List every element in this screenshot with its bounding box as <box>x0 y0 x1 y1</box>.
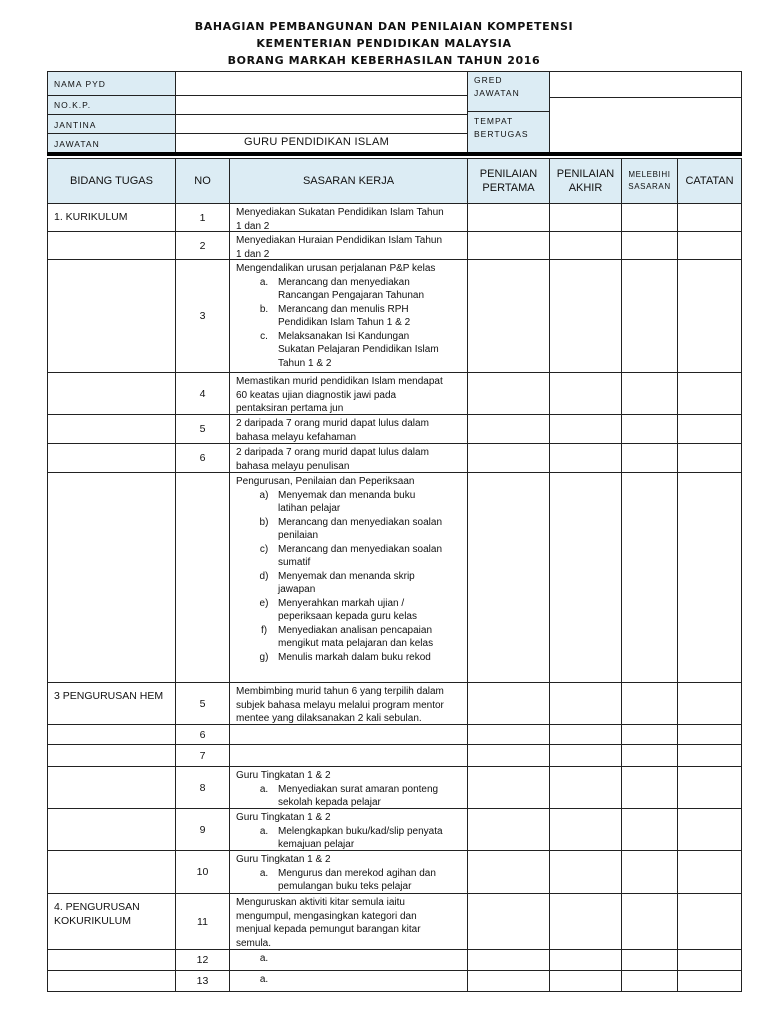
cell-melebihi[interactable] <box>621 850 678 894</box>
col-penilaian-akhir <box>549 158 622 204</box>
sub-item-marker: a. <box>259 825 269 837</box>
sasaran-line: 2 daripada 7 orang murid dapat lulus dalam <box>236 418 429 429</box>
sub-item-text <box>278 973 463 987</box>
cell-bidang <box>47 970 176 992</box>
sub-item <box>236 303 463 317</box>
cell-no <box>175 231 230 260</box>
row-number: 3 <box>199 310 206 322</box>
cell-bidang <box>47 372 176 415</box>
sub-item-text: mengikut mata pelajaran dan kelas <box>278 638 434 649</box>
cell-catatan[interactable] <box>677 259 742 373</box>
col-pertama-l2: PERTAMA <box>482 182 535 194</box>
sasaran-line: Menyediakan Huraian Pendidikan Islam Tahun <box>236 235 443 246</box>
sasaran-line: Mengendalikan urusan perjalanan P&P kelas <box>236 263 436 274</box>
cell-pertama[interactable] <box>467 970 550 992</box>
cell-akhir[interactable] <box>549 893 622 950</box>
sub-item-text: Menyediakan surat amaran ponteng <box>278 783 439 795</box>
cell-catatan[interactable] <box>677 949 742 971</box>
sub-item <box>236 289 463 303</box>
sub-item-text: Tahun 1 & 2 <box>278 357 332 369</box>
title-line-3: BORANG MARKAH KEBERHASILAN TAHUN 2016 <box>227 54 541 67</box>
col-sasaran-kerja: SASARAN KERJA <box>229 158 468 204</box>
sub-item <box>236 543 463 557</box>
row-number: 8 <box>199 781 206 794</box>
sasaran-line: Guru Tingkatan 1 & 2 <box>236 770 331 781</box>
sub-item <box>236 357 463 371</box>
sub-item-text: peperiksaan kepada guru kelas <box>278 611 417 622</box>
cell-pertama[interactable] <box>467 203 550 232</box>
sasaran-line: semula. <box>236 937 272 949</box>
sub-item-marker: b. <box>259 303 269 315</box>
sub-item <box>236 556 463 570</box>
sub-item-marker: a. <box>259 276 269 288</box>
cell-no <box>175 766 230 809</box>
cell-bidang <box>47 724 176 745</box>
sub-item-marker <box>236 529 278 543</box>
sub-item-marker: a) <box>259 489 269 501</box>
sub-item-text: Rancangan Pengajaran Tahunan <box>278 290 425 301</box>
field-jawatan[interactable]: GURU PENDIDIKAN ISLAM <box>175 133 468 153</box>
sub-item-marker: a. <box>259 783 269 795</box>
sub-item-marker <box>236 637 278 651</box>
cell-melebihi[interactable] <box>621 970 678 992</box>
sub-item <box>236 276 463 290</box>
sasaran-line: bahasa melayu penulisan <box>236 460 350 472</box>
sub-item-text: Menyediakan analisan pencapaian <box>278 624 433 636</box>
sub-item-text: Menyerahkan markah ujian / <box>278 597 405 609</box>
sub-item-marker: a. <box>259 867 269 879</box>
col-bidang-tugas: BIDANG TUGAS <box>47 158 176 204</box>
sub-item <box>236 570 463 584</box>
sub-item-text: sekolah kepada pelajar <box>278 797 381 808</box>
sub-item-marker: g) <box>259 651 269 663</box>
sub-item-text: Melaksanakan Isi Kandungan <box>278 330 410 342</box>
cell-melebihi[interactable] <box>621 231 678 260</box>
row-number: 5 <box>199 697 206 710</box>
sub-item <box>236 343 463 357</box>
sub-item-text: Menulis markah dalam buku rekod <box>278 651 431 663</box>
sub-item <box>236 610 463 624</box>
sub-item-text: Melengkapkan buku/kad/slip penyata <box>278 825 443 837</box>
cell-bidang <box>47 414 176 444</box>
sub-item-text: Menyemak dan menanda skrip <box>278 570 415 582</box>
sasaran-line: Guru Tingkatan 1 & 2 <box>236 812 331 823</box>
cell-bidang <box>47 850 176 894</box>
cell-no <box>175 808 230 851</box>
sub-item-marker: a. <box>259 974 269 985</box>
cell-catatan[interactable] <box>677 203 742 232</box>
cell-catatan[interactable] <box>677 808 742 851</box>
sasaran-line: menjual kepada pemungut barangan kitar <box>236 924 421 935</box>
sub-item <box>236 583 463 597</box>
row-number: 11 <box>197 915 208 928</box>
cell-catatan[interactable] <box>677 443 742 473</box>
cell-melebihi[interactable] <box>621 443 678 473</box>
sasaran-line: 1 dan 2 <box>236 248 270 260</box>
sub-item <box>236 502 463 516</box>
sub-item <box>236 316 463 330</box>
cell-sasaran <box>229 970 468 992</box>
sub-item-marker <box>236 880 278 894</box>
cell-no <box>175 259 230 373</box>
sub-item-text: pemulangan buku teks pelajar <box>278 881 412 892</box>
sasaran-line: mengumpul, mengasingkan kategori dan <box>236 910 417 922</box>
sub-item <box>236 867 463 881</box>
row-number: 13 <box>196 975 209 987</box>
cell-sasaran <box>229 682 468 725</box>
sasaran-line: subjek bahasa melayu melalui program mentor <box>236 699 444 711</box>
field-nokp[interactable] <box>175 95 468 115</box>
cell-catatan[interactable] <box>677 970 742 992</box>
cell-no <box>175 893 230 950</box>
cell-pertama[interactable] <box>467 744 550 767</box>
bidang-label: 1. KURIKULUM <box>54 211 128 223</box>
row-number: 6 <box>199 728 206 741</box>
row-number: 1 <box>199 211 206 224</box>
label-gred-jawatan <box>467 71 550 112</box>
sub-item-marker: b) <box>259 516 269 528</box>
sub-item-marker <box>236 502 278 516</box>
cell-no <box>175 744 230 767</box>
cell-akhir[interactable] <box>549 203 622 232</box>
cell-bidang <box>47 443 176 473</box>
cell-akhir[interactable] <box>549 808 622 851</box>
cell-sasaran <box>229 414 468 444</box>
cell-no <box>175 970 230 992</box>
gred-line-1: GRED <box>474 75 503 85</box>
label-tempat-bertugas <box>467 111 550 153</box>
sub-item-text: kemajuan pelajar <box>278 839 355 850</box>
cell-melebihi[interactable] <box>621 414 678 444</box>
col-akhir-l2: AKHIR <box>568 182 603 194</box>
cell-sasaran <box>229 203 468 232</box>
cell-melebihi[interactable] <box>621 259 678 373</box>
sub-item-text: latihan pelajar <box>278 503 341 514</box>
title-line-1: BAHAGIAN PEMBANGUNAN DAN PENILAIAN KOMPETENSI <box>194 20 574 33</box>
cell-melebihi[interactable] <box>621 893 678 950</box>
cell-catatan[interactable] <box>677 472 742 683</box>
cell-melebihi[interactable] <box>621 724 678 745</box>
label-jawatan: JAWATAN <box>47 133 176 153</box>
cell-melebihi[interactable] <box>621 949 678 971</box>
cell-bidang <box>47 766 176 809</box>
sub-item <box>236 637 463 651</box>
tempat-line-2: BERTUGAS <box>474 129 529 139</box>
row-number: 4 <box>199 387 206 400</box>
cell-no <box>175 850 230 894</box>
sub-item-marker: d) <box>259 570 269 582</box>
cell-pertama[interactable] <box>467 850 550 894</box>
cell-sasaran <box>229 850 468 894</box>
cell-akhir[interactable] <box>549 414 622 444</box>
cell-akhir[interactable] <box>549 949 622 971</box>
sub-item-text: Merancang dan menyediakan <box>278 276 410 288</box>
sub-item <box>236 597 463 611</box>
cell-akhir[interactable] <box>549 231 622 260</box>
cell-sasaran <box>229 259 468 373</box>
sub-item-text: Merancang dan menyediakan soalan <box>278 543 442 555</box>
col-pertama-l1: PENILAIAN <box>479 168 538 180</box>
sasaran-line: Memastikan murid pendidikan Islam mendapat <box>236 376 443 387</box>
col-melebihi-l1: MELEBIHI <box>628 170 671 179</box>
row-number: 6 <box>199 452 206 464</box>
sasaran-line: Pengurusan, Penilaian dan Peperiksaan <box>236 476 415 487</box>
sub-item-text: Sukatan Pelajaran Pendidikan Islam <box>278 344 439 355</box>
sub-item <box>236 952 463 966</box>
sub-item-marker: c) <box>259 543 269 555</box>
cell-pertama[interactable] <box>467 724 550 745</box>
cell-bidang <box>47 682 176 725</box>
cell-akhir[interactable] <box>549 724 622 745</box>
sub-item-text: sumatif <box>278 557 311 568</box>
sub-item-text: Pendidikan Islam Tahun 1 & 2 <box>278 317 411 328</box>
sub-item-text: Mengurus dan merekod agihan dan <box>278 867 436 879</box>
cell-pertama[interactable] <box>467 414 550 444</box>
cell-catatan[interactable] <box>677 372 742 415</box>
sasaran-line: mentee yang dilaksanakan 2 kali sebulan. <box>236 713 422 724</box>
field-tempat-bertugas[interactable] <box>549 97 742 153</box>
cell-no <box>175 682 230 725</box>
row-number: 5 <box>199 423 206 435</box>
sasaran-line: bahasa melayu kefahaman <box>236 431 357 443</box>
cell-sasaran <box>229 472 468 683</box>
sub-item <box>236 651 463 665</box>
cell-melebihi[interactable] <box>621 744 678 767</box>
cell-akhir[interactable] <box>549 766 622 809</box>
col-no: NO <box>175 158 230 204</box>
cell-pertama[interactable] <box>467 231 550 260</box>
cell-pertama[interactable] <box>467 372 550 415</box>
gred-line-2: JAWATAN <box>474 88 520 98</box>
label-nokp: NO.K.P. <box>47 95 176 115</box>
cell-bidang <box>47 472 176 683</box>
cell-bidang <box>47 949 176 971</box>
cell-akhir[interactable] <box>549 372 622 415</box>
cell-catatan[interactable] <box>677 766 742 809</box>
cell-catatan[interactable] <box>677 724 742 745</box>
sub-item-text: Menyemak dan menanda buku <box>278 489 416 501</box>
cell-melebihi[interactable] <box>621 372 678 415</box>
cell-sasaran <box>229 724 468 745</box>
row-number: 9 <box>199 823 206 836</box>
sub-item-marker <box>236 343 278 357</box>
cell-akhir[interactable] <box>549 970 622 992</box>
cell-melebihi[interactable] <box>621 682 678 725</box>
cell-pertama[interactable] <box>467 808 550 851</box>
cell-pertama[interactable] <box>467 682 550 725</box>
col-melebihi-l2: SASARAN <box>628 182 671 191</box>
cell-melebihi[interactable] <box>621 808 678 851</box>
sub-item-marker: c. <box>260 330 268 342</box>
label-jantina: JANTINA <box>47 114 176 134</box>
sub-item <box>236 880 463 894</box>
cell-pertama[interactable] <box>467 766 550 809</box>
sub-item-text <box>278 952 463 966</box>
cell-catatan[interactable] <box>677 682 742 725</box>
label-nama-pyd: NAMA PYD <box>47 71 176 96</box>
col-penilaian-pertama <box>467 158 550 204</box>
cell-akhir[interactable] <box>549 259 622 373</box>
bidang-label: 3 PENGURUSAN HEM <box>54 690 164 702</box>
row-number: 7 <box>199 749 206 762</box>
sub-item-marker <box>236 610 278 624</box>
cell-no <box>175 949 230 971</box>
cell-bidang <box>47 231 176 260</box>
sub-item <box>236 973 463 987</box>
field-jantina[interactable] <box>175 114 468 134</box>
cell-pertama[interactable] <box>467 259 550 373</box>
sub-item-text: Merancang dan menulis RPH <box>278 303 409 315</box>
cell-no <box>175 724 230 745</box>
cell-bidang <box>47 744 176 767</box>
tempat-line-1: TEMPAT <box>474 116 514 126</box>
sub-item-marker <box>236 556 278 570</box>
col-akhir-l1: PENILAIAN <box>556 168 615 180</box>
sub-item-marker <box>236 357 278 371</box>
cell-pertama[interactable] <box>467 893 550 950</box>
cell-sasaran <box>229 949 468 971</box>
row-number: 2 <box>199 239 206 252</box>
cell-melebihi[interactable] <box>621 472 678 683</box>
sub-item <box>236 783 463 797</box>
cell-sasaran <box>229 808 468 851</box>
cell-catatan[interactable] <box>677 893 742 950</box>
sub-item-text: penilaian <box>278 530 319 541</box>
cell-bidang <box>47 808 176 851</box>
sub-item <box>236 516 463 530</box>
cell-catatan[interactable] <box>677 744 742 767</box>
sub-item-marker: a. <box>259 953 269 964</box>
cell-no <box>175 203 230 232</box>
row-number: 12 <box>196 954 209 966</box>
cell-sasaran <box>229 372 468 415</box>
sasaran-line: 1 dan 2 <box>236 220 270 232</box>
cell-pertama[interactable] <box>467 472 550 683</box>
cell-no <box>175 414 230 444</box>
sub-item <box>236 529 463 543</box>
cell-catatan[interactable] <box>677 414 742 444</box>
cell-sasaran <box>229 893 468 950</box>
cell-akhir[interactable] <box>549 682 622 725</box>
sub-item-marker <box>236 316 278 330</box>
sasaran-line: Menguruskan aktiviti kitar semula iaitu <box>236 897 405 908</box>
cell-melebihi[interactable] <box>621 203 678 232</box>
sasaran-line: Menyediakan Sukatan Pendidikan Islam Tahun <box>236 207 444 218</box>
sasaran-line: 60 keatas ujian diagnostik jawi pada <box>236 389 397 401</box>
cell-akhir[interactable] <box>549 850 622 894</box>
cell-bidang <box>47 203 176 232</box>
cell-melebihi[interactable] <box>621 766 678 809</box>
sub-item-marker: e) <box>259 597 269 609</box>
cell-pertama[interactable] <box>467 949 550 971</box>
cell-sasaran <box>229 443 468 473</box>
cell-no <box>175 472 230 683</box>
cell-sasaran <box>229 231 468 260</box>
thick-divider <box>47 152 742 156</box>
sasaran-line: pentaksiran pertama jun <box>236 403 344 414</box>
sub-item <box>236 624 463 638</box>
sub-item-marker: f) <box>260 624 268 636</box>
col-melebihi-sasaran <box>621 158 678 204</box>
cell-bidang <box>47 893 176 950</box>
sasaran-line: Guru Tingkatan 1 & 2 <box>236 854 331 865</box>
cell-bidang <box>47 259 176 373</box>
cell-catatan[interactable] <box>677 231 742 260</box>
sub-item <box>236 489 463 503</box>
bidang-label-2: KOKURIKULUM <box>54 915 132 927</box>
cell-akhir[interactable] <box>549 472 622 683</box>
sub-item-text: Merancang dan menyediakan soalan <box>278 516 442 528</box>
field-gred-jawatan[interactable] <box>549 71 742 98</box>
cell-akhir[interactable] <box>549 744 622 767</box>
sub-item-marker <box>236 583 278 597</box>
cell-catatan[interactable] <box>677 850 742 894</box>
sub-item-marker <box>236 289 278 303</box>
cell-pertama[interactable] <box>467 443 550 473</box>
cell-no <box>175 372 230 415</box>
cell-no <box>175 443 230 473</box>
cell-sasaran <box>229 766 468 809</box>
sasaran-line: Membimbing murid tahun 6 yang terpilih dalam <box>236 686 444 697</box>
sub-item <box>236 330 463 344</box>
row-number: 10 <box>196 866 209 878</box>
cell-sasaran <box>229 744 468 767</box>
sub-item-text: jawapan <box>278 584 316 595</box>
sub-item <box>236 825 463 839</box>
field-nama-pyd[interactable] <box>175 71 468 96</box>
sasaran-line: 2 daripada 7 orang murid dapat lulus dalam <box>236 447 429 458</box>
title-line-2: KEMENTERIAN PENDIDIKAN MALAYSIA <box>256 37 512 50</box>
cell-akhir[interactable] <box>549 443 622 473</box>
bidang-label: 4. PENGURUSAN <box>54 901 140 913</box>
col-catatan: CATATAN <box>677 158 742 204</box>
